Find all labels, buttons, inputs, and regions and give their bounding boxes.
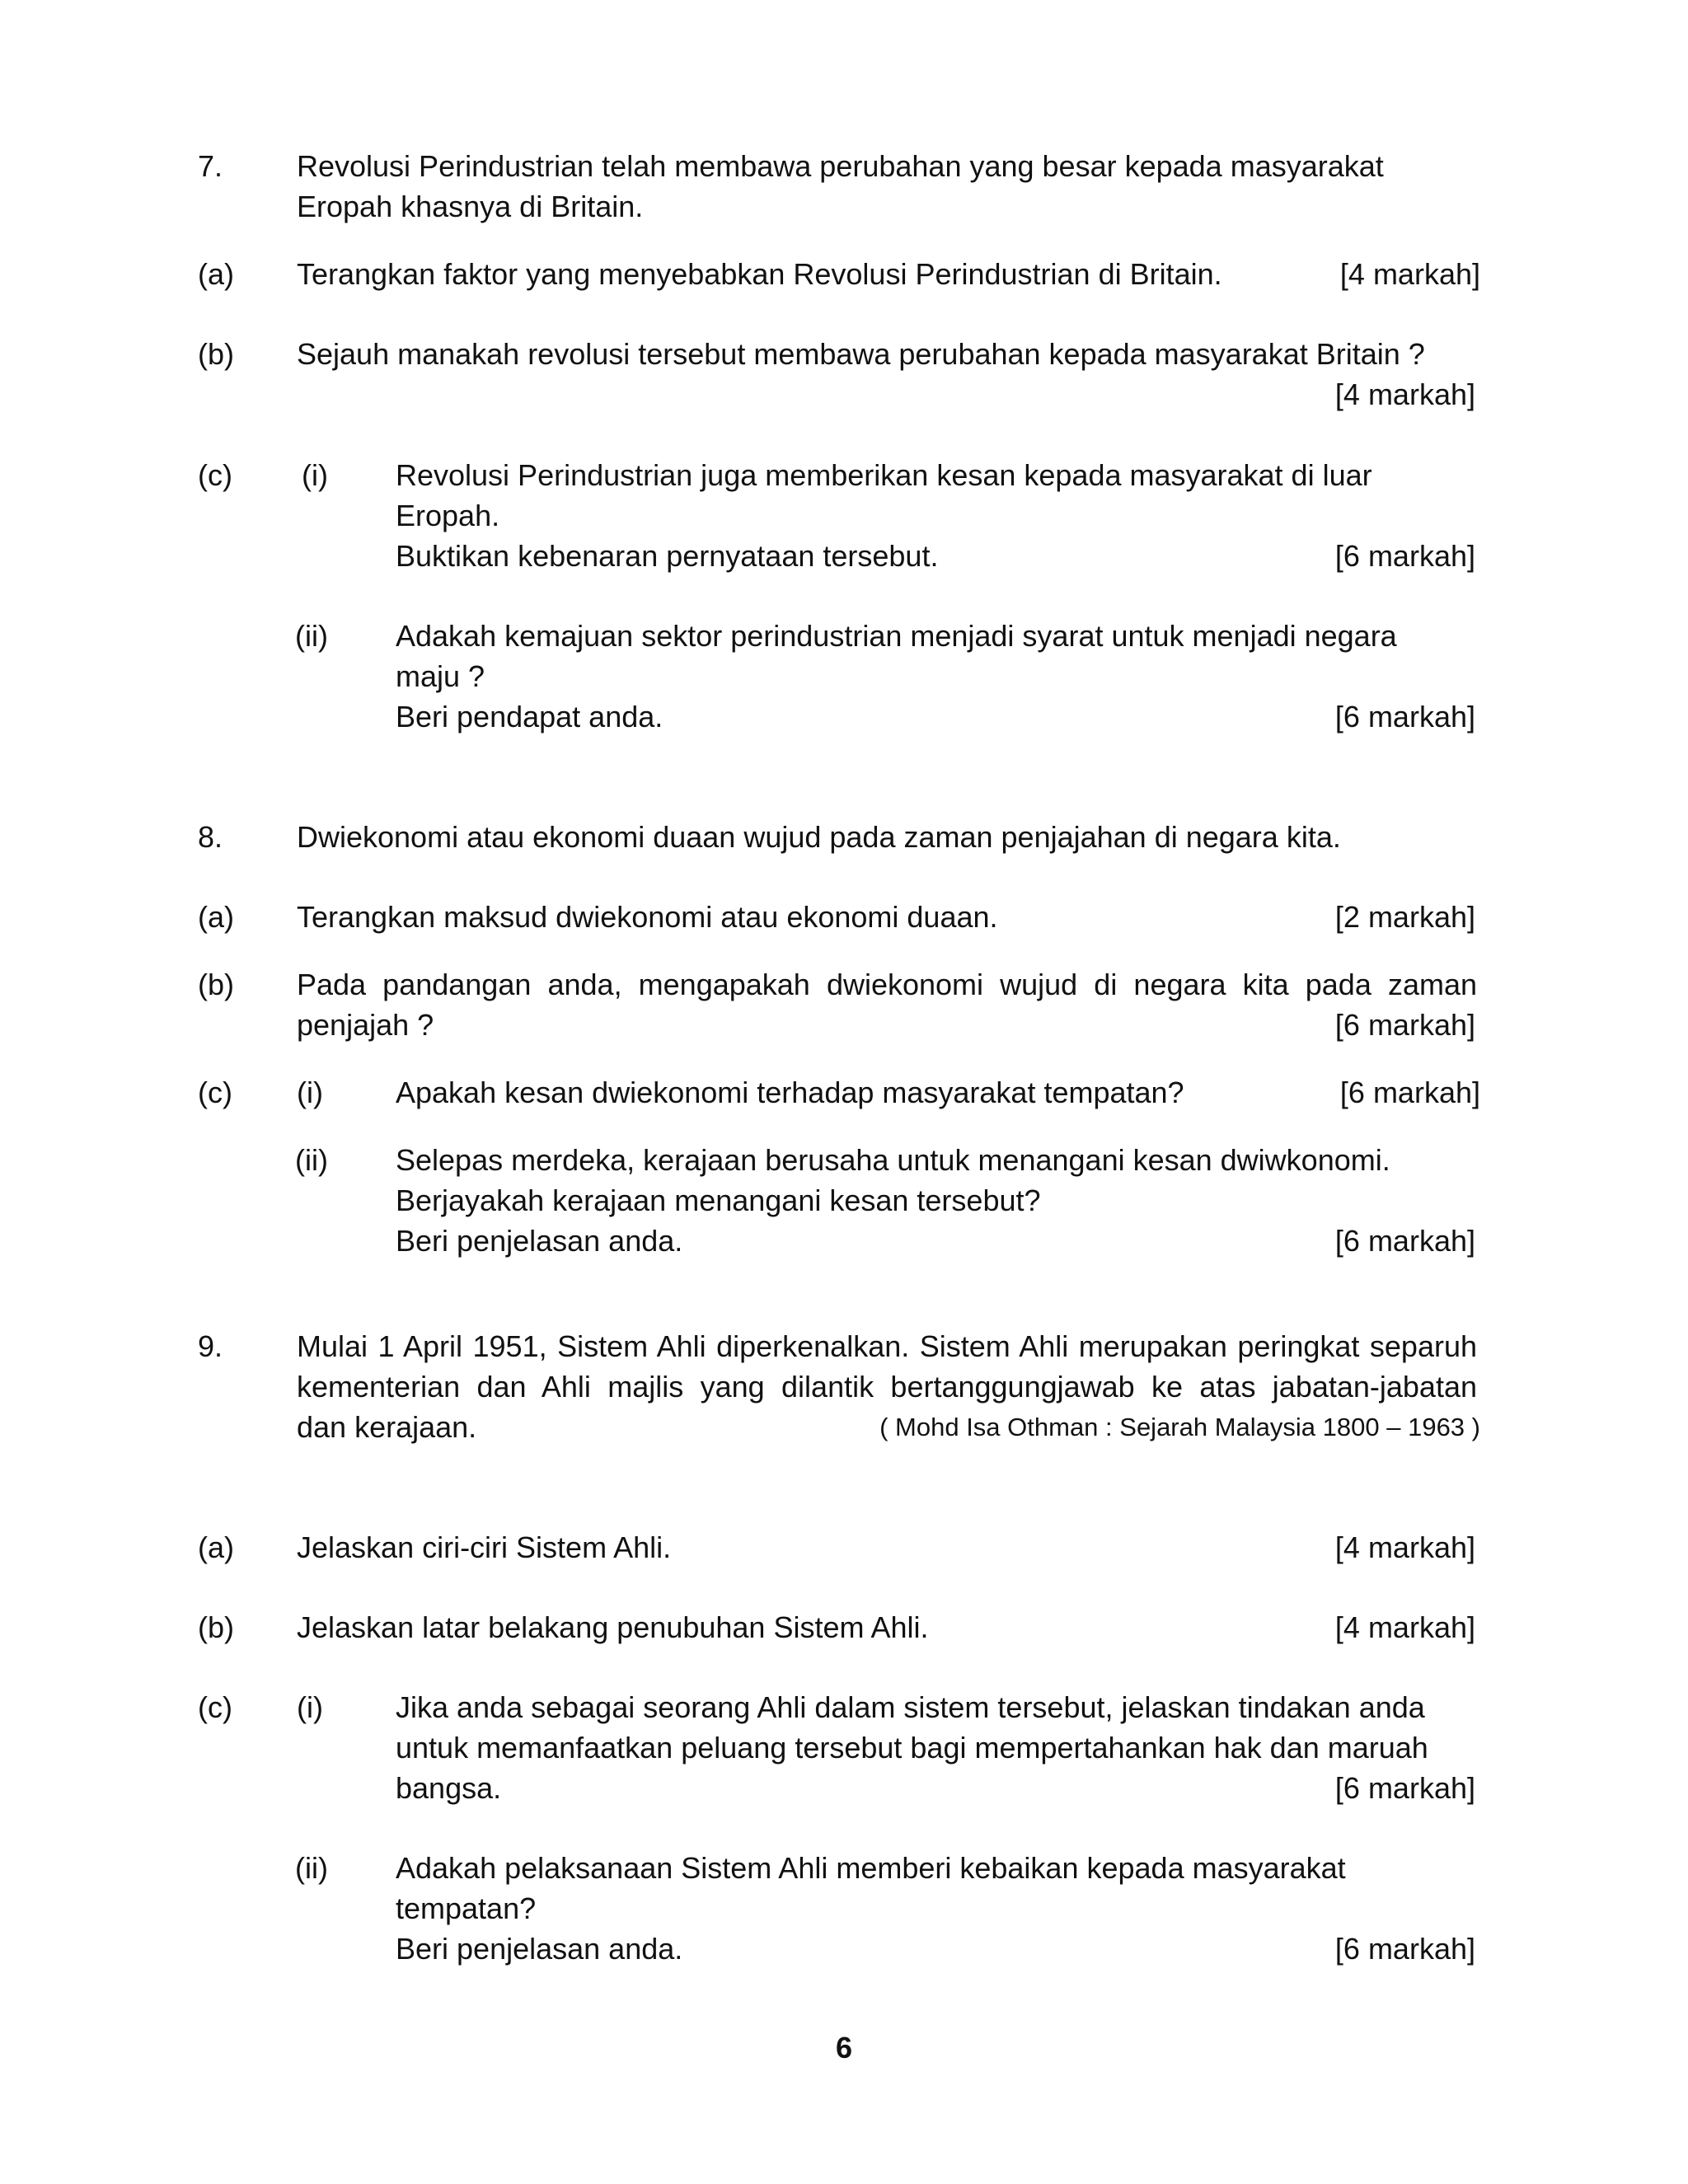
q9b-label: (b) xyxy=(198,1610,234,1644)
q8cii-line2: Berjayakah kerajaan menangani kesan tersebut? xyxy=(396,1183,1041,1217)
q9cii-line2: tempatan? xyxy=(396,1891,537,1925)
q9cii-marks: [6 markah] xyxy=(1334,1932,1475,1966)
q9b-marks: [4 markah] xyxy=(1334,1610,1475,1644)
q8b-label: (b) xyxy=(198,968,234,1001)
q8b-line1: Pada pandangan anda, mengapakah dwiekonomi wujud di negara kita pada zaman xyxy=(297,968,1477,1001)
q7a-text: Terangkan faktor yang menyebabkan Revolusi Perindustrian di Britain. xyxy=(297,257,1222,291)
q9cii-label: (ii) xyxy=(295,1851,328,1885)
q7cii-label: (ii) xyxy=(295,619,328,653)
q7cii-line3: Beri pendapat anda. xyxy=(396,700,663,733)
q7a-marks: [4 markah] xyxy=(1339,257,1480,291)
q8cii-line1: Selepas merdeka, kerajaan berusaha untuk menangani kesan dwiwkonomi. xyxy=(396,1143,1390,1177)
q9ci-line3: bangsa. xyxy=(396,1771,502,1805)
q9-intro-line3: dan kerajaan. xyxy=(297,1410,477,1444)
q9c-label: (c) xyxy=(198,1690,232,1724)
q8ci-label: (i) xyxy=(297,1076,323,1109)
q9a-marks: [4 markah] xyxy=(1334,1530,1475,1564)
q9-number: 9. xyxy=(198,1329,223,1363)
q7ci-label: (i) xyxy=(302,458,328,492)
q9-source-citation: ( Mohd Isa Othman : Sejarah Malaysia 1800 – 1963 ) xyxy=(879,1413,1480,1441)
q7b-marks: [4 markah] xyxy=(1334,377,1475,411)
q8b-marks: [6 markah] xyxy=(1334,1008,1475,1042)
q9-intro-line2: kementerian dan Ahli majlis yang dilantik bertanggungjawab ke atas jabatan-jabatan xyxy=(297,1370,1477,1404)
q7b-text: Sejauh manakah revolusi tersebut membawa perubahan kepada masyarakat Britain ? xyxy=(297,337,1425,371)
q7c-label: (c) xyxy=(198,458,232,492)
q8c-label: (c) xyxy=(198,1076,232,1109)
q7ci-marks: [6 markah] xyxy=(1334,539,1475,573)
q9a-label: (a) xyxy=(198,1530,234,1564)
q7cii-line1: Adakah kemajuan sektor perindustrian menjadi syarat untuk menjadi negara xyxy=(396,619,1397,653)
q8b-line2: penjajah ? xyxy=(297,1008,434,1042)
q9ci-line1: Jika anda sebagai seorang Ahli dalam sistem tersebut, jelaskan tindakan anda xyxy=(396,1690,1425,1724)
q8cii-label: (ii) xyxy=(295,1143,328,1177)
q8ci-marks: [6 markah] xyxy=(1339,1076,1480,1109)
q9ci-line2: untuk memanfaatkan peluang tersebut bagi mempertahankan hak dan maruah xyxy=(396,1731,1428,1765)
q9a-text: Jelaskan ciri-ciri Sistem Ahli. xyxy=(297,1530,672,1564)
q7ci-line2: Eropah. xyxy=(396,499,500,532)
q9cii-line1: Adakah pelaksanaan Sistem Ahli memberi kebaikan kepada masyarakat xyxy=(396,1851,1346,1885)
q9ci-marks: [6 markah] xyxy=(1334,1771,1475,1805)
q7-intro-line2: Eropah khasnya di Britain. xyxy=(297,190,644,223)
q7-intro-line1: Revolusi Perindustrian telah membawa perubahan yang besar kepada masyarakat xyxy=(297,149,1384,183)
q8cii-marks: [6 markah] xyxy=(1334,1224,1475,1258)
q9-intro-line1: Mulai 1 April 1951, Sistem Ahli diperkenalkan. Sistem Ahli merupakan peringkat separuh xyxy=(297,1329,1477,1363)
q9ci-label: (i) xyxy=(297,1690,323,1724)
q8-intro: Dwiekonomi atau ekonomi duaan wujud pada zaman penjajahan di negara kita. xyxy=(297,820,1341,854)
q7cii-line2: maju ? xyxy=(396,659,485,693)
q8a-text: Terangkan maksud dwiekonomi atau ekonomi duaan. xyxy=(297,900,998,934)
q9b-text: Jelaskan latar belakang penubuhan Sistem Ahli. xyxy=(297,1610,929,1644)
q8cii-line3: Beri penjelasan anda. xyxy=(396,1224,683,1258)
q7ci-line1: Revolusi Perindustrian juga memberikan kesan kepada masyarakat di luar xyxy=(396,458,1372,492)
q7cii-marks: [6 markah] xyxy=(1334,700,1475,733)
q7a-label: (a) xyxy=(198,257,234,291)
q8a-label: (a) xyxy=(198,900,234,934)
q8a-marks: [2 markah] xyxy=(1334,900,1475,934)
q8-number: 8. xyxy=(198,820,223,854)
page-number: 6 xyxy=(835,2031,853,2064)
q8ci-text: Apakah kesan dwiekonomi terhadap masyarakat tempatan? xyxy=(396,1076,1184,1109)
q7ci-line3: Buktikan kebenaran pernyataan tersebut. xyxy=(396,539,939,573)
q7b-label: (b) xyxy=(198,337,234,371)
q9cii-line3: Beri penjelasan anda. xyxy=(396,1932,683,1966)
q7-number: 7. xyxy=(198,149,223,183)
